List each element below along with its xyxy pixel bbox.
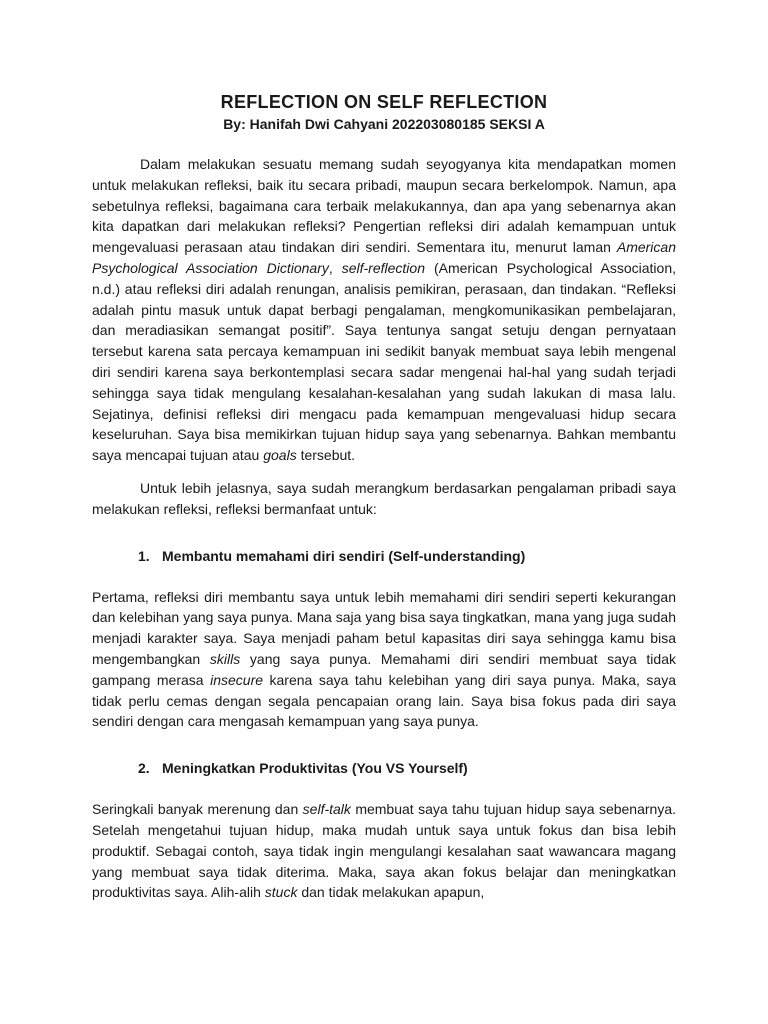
section-title-2: Meningkatkan Produktivitas (You VS Yourself) xyxy=(162,760,468,777)
intro-text-selfreflection: self-reflection xyxy=(341,259,425,276)
section-1-text-skills: skills xyxy=(209,650,241,667)
intro-text-d: tersebut. xyxy=(296,447,356,464)
section-2-text-b: membuat saya tahu tujuan hidup saya sebenarnya. Setelah mengetahui tujuan hidup, maka mudah untuk saya untuk fokus dan bisa lebih produktif. Sebagai contoh, saya tidak ingin mengulangi kesalahan saat wawancara magang yang membuat saya tidak diterima. Maka, saya akan fokus belajar dan meningkatkan produktivitas saya. Alih-alih xyxy=(92,801,676,901)
intro-paragraph-2: Untuk lebih jelasnya, saya sudah merangkum berdasarkan pengalaman pribadi saya melakukan refleksi, refleksi bermanfaat untuk: xyxy=(92,479,676,517)
section-1-text-insecure: insecure xyxy=(210,671,264,688)
section-title-1: Membantu memahami diri sendiri (Self-understanding) xyxy=(162,547,526,564)
intro-text-a: Dalam melakukan sesuatu memang sudah seyogyanya kita mendapatkan momen untuk melakukan refleksi, baik itu secara pribadi, maupun secara berkelompok. Namun, apa sebetulnya refleksi, bagaimana cara terbaik melakukannya, dan apa yang sebenarnya akan kita dapatkan dari melakukan refleksi? Pengertian refleksi diri adalah kemampuan untuk mengevaluasi perasaan atau tindakan diri sendiri. Sementara itu, menurut laman xyxy=(92,156,676,256)
section-2-text-stuck: stuck xyxy=(264,884,298,901)
document-byline: By: Hanifah Dwi Cahyani 202203080185 SEKSI A xyxy=(223,116,545,132)
section-1-text-a: Pertama, refleksi diri membantu saya untuk lebih memahami diri sendiri seperti kekurangan dan kelebihan yang saya punya. Mana saja yang bisa saya tingkatkan, mana yang juga sudah menjadi karakter saya. Saya menjadi paham betul kapasitas diri saya sehingga kamu bisa mengembangkan xyxy=(92,588,676,667)
document-title: REFLECTION ON SELF REFLECTION xyxy=(220,92,548,112)
intro-text-c: (American Psychological Association, n.d.) atau refleksi diri adalah renungan, analisis pemikiran, perasaan, dan tindakan. “Refleksi adalah pintu masuk untuk dapat berbagi pengalaman, mengkomunikasikan pembelajaran, dan meradiasikan semangat positif”. Saya tentunya sangat setuju dengan pernyataan tersebut karena sata percaya kemampuan ini sedikit banyak membuat saya lebih mengenal diri sendiri karena saya berkontemplasi secara sadar mengenai hal-hal yang sudah terjadi sehingga saya tidak mengulang kesalahan-kesalahan yang sudah lakukan di masa lalu. Sejatinya, definisi refleksi diri mengacu pada kemampuan mengevaluasi hidup secara keseluruhan. Saya bisa memikirkan tujuan hidup saya yang sebenarnya. Bahkan membantu saya mencapai tujuan atau xyxy=(92,259,676,464)
section-body-1 xyxy=(92,587,676,733)
intro-text-goals: goals xyxy=(263,447,297,464)
section-heading-2 xyxy=(92,758,676,778)
section-number-2: 2. xyxy=(138,760,150,777)
section-2-text-a: Seringkali banyak merenung dan xyxy=(92,801,303,818)
section-heading-1 xyxy=(92,546,676,566)
section-number-1: 1. xyxy=(138,547,150,564)
intro-text-b: , xyxy=(328,259,342,276)
section-2-text-c: dan tidak melakukan apapun, xyxy=(297,884,485,901)
section-2-text-selftalk: self-talk xyxy=(302,801,351,818)
section-1-text-c: karena saya tahu kelebihan yang diri saya punya. Maka, saya tidak perlu cemas dengan segala pencapaian orang lain. Saya bisa fokus pada diri saya sendiri dengan cara mengasah kemampuan yang saya punya. xyxy=(92,671,677,730)
intro-text-apa: American Psychological Association Dictionary xyxy=(92,239,676,276)
section-1-text-b: yang saya punya. Memahami diri sendiri membuat saya tidak gampang merasa xyxy=(92,650,676,688)
section-body-2 xyxy=(92,799,676,903)
intro-paragraph-1 xyxy=(92,154,676,466)
